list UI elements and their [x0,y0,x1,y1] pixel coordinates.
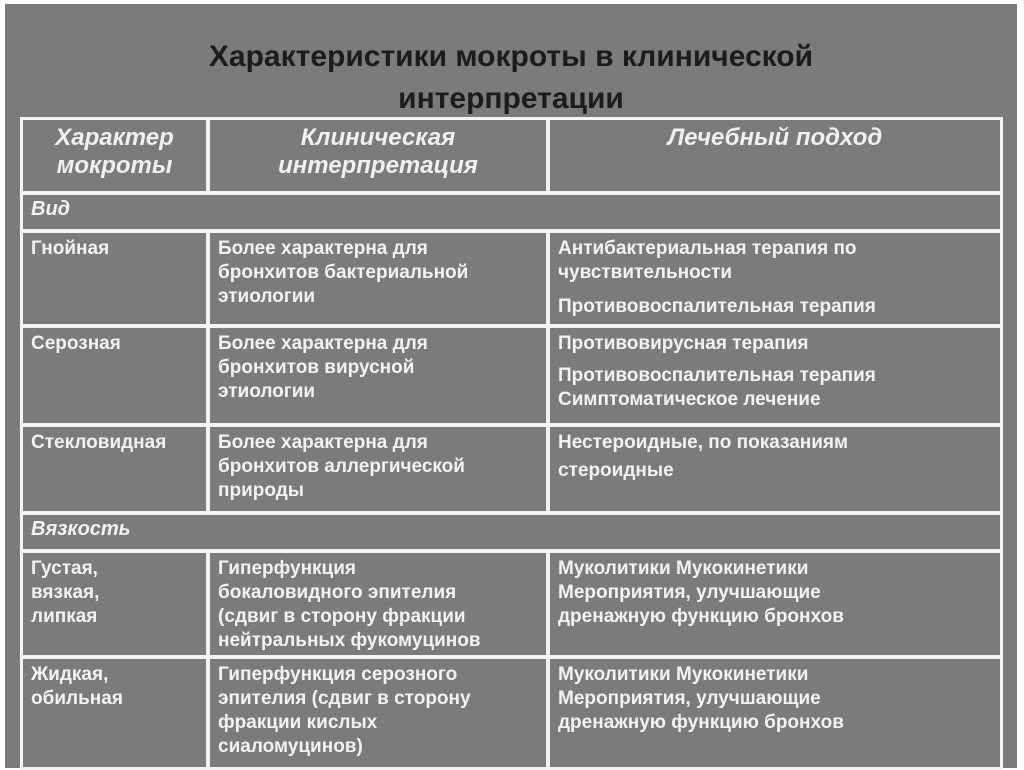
cell-line: Серозная [31,333,121,354]
cell-line: вязкая, [31,582,100,603]
header-interpretation-line: Клиническая [300,124,456,151]
cell-line: природы [218,480,305,501]
cell-line: бронхитов аллергической [218,456,465,477]
sputum-table [20,117,1003,770]
slide-title-line-1: Характеристики мокроты в клинической [208,40,814,73]
row-5-approach [550,659,1000,767]
header-character-line: мокроты [56,152,173,179]
header-character [23,120,206,191]
cell-line: Противовоспалительная терапия [558,296,876,317]
cell-line: бронхитов вирусной [218,357,415,378]
cell-line: дренажную функцию бронхов [558,606,844,627]
cell-line: Противовоспалительная терапия [558,365,876,386]
cell-line: бокаловидного эпителия [218,582,457,603]
cell-line: Жидкая, [31,664,109,685]
row-5-interpretation [210,659,546,767]
cell-line: Нестероидные, по показаниям [558,432,849,453]
cell-line: Гиперфункция серозного [218,664,458,685]
cell-line: этиологии [218,286,316,307]
row-4-approach [550,553,1000,655]
header-approach [550,120,1000,191]
cell-line: дренажную функцию бронхов [558,712,844,733]
row-3-interpretation [210,427,546,511]
header-character-line: Характер [55,124,174,151]
row-2-interpretation [210,328,546,423]
cell-line: Мероприятия, улучшающие [558,688,821,709]
cell-line: эпителия (сдвиг в сторону [218,688,471,709]
cell-line: Густая, [31,558,98,579]
row-1-approach [550,233,1000,324]
cell-line: обильная [31,688,123,709]
cell-line: бронхитов бактериальной [218,262,469,283]
slide [5,4,1017,768]
cell-line: этиологии [218,381,316,402]
row-2-approach [550,328,1000,423]
cell-line: Антибактериальная терапия по [558,238,857,259]
row-3-character [23,427,206,511]
header-approach-line: Лечебный подход [667,124,883,151]
cell-line: Стекловидная [31,432,167,453]
cell-line: нейтральных фукомуцинов [218,630,481,651]
cell-line: Гнойная [31,238,110,259]
cell-line: чувствительности [558,262,733,283]
cell-line: липкая [31,606,98,627]
cell-line: Мероприятия, улучшающие [558,582,821,603]
header-interpretation [210,120,546,191]
cell-line: стероидные [558,460,674,481]
row-1-character [23,233,206,324]
cell-line: фракции кислых [218,712,378,733]
section-type: Вид [23,195,1000,229]
cell-line: Более характерна для [218,432,428,453]
cell-line: Противовирусная терапия [558,333,809,354]
slide-title-line-2: интерпретации [398,82,624,115]
cell-line: Более характерна для [218,238,428,259]
row-4-character [23,553,206,655]
cell-line: сиаломуцинов) [218,736,363,757]
row-4-interpretation [210,553,546,655]
cell-line: Муколитики Мукокинетики [558,558,809,579]
cell-line: Муколитики Мукокинетики [558,664,809,685]
row-5-character [23,659,206,767]
cell-line: Гиперфункция [218,558,357,579]
slide-title [5,36,1017,120]
section-viscosity: Вязкость [23,515,1000,549]
cell-line: Более характерна для [218,333,428,354]
row-1-interpretation [210,233,546,324]
cell-line: (сдвиг в сторону фракции [218,606,466,627]
header-interpretation-line: интерпретация [278,152,478,179]
row-2-character [23,328,206,423]
row-3-approach [550,427,1000,511]
cell-line: Симптоматическое лечение [558,389,821,410]
